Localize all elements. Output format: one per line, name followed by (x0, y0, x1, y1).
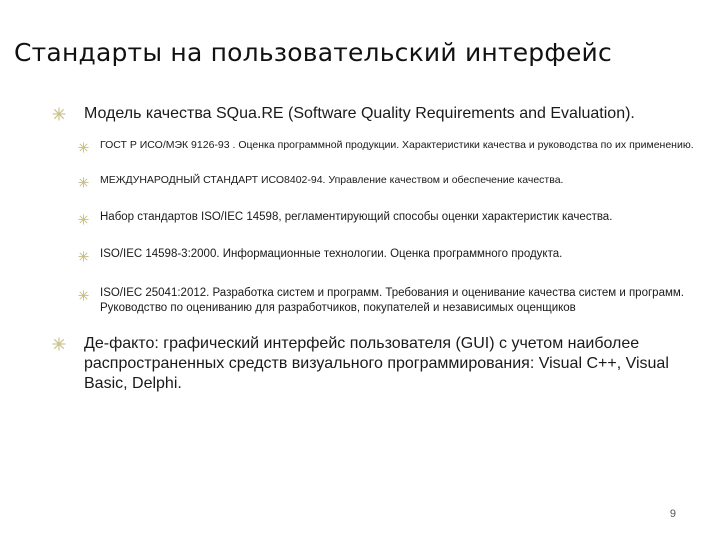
list-item (78, 173, 702, 190)
bullet-text: ISO/IEC 14598-3:2000. Информационные технологии. Оценка программного продукта. (100, 248, 563, 260)
bullet-text: Модель качества SQua.RE (Software Quality Requirements and Evaluation). (84, 105, 635, 122)
list-item (78, 138, 702, 155)
list-item (78, 247, 702, 264)
starburst-bullet-icon (78, 248, 100, 264)
bullet-list (52, 104, 702, 408)
page-number: 9 (669, 508, 676, 520)
bullet-text: Набор стандартов ISO/IEC 14598, регламентирующий способы оценки характеристик качества. (100, 211, 613, 223)
starburst-bullet-icon (78, 139, 100, 155)
starburst-bullet-icon (78, 211, 100, 227)
starburst-bullet-icon (78, 287, 100, 303)
starburst-bullet-icon (52, 104, 84, 124)
list-item (52, 104, 702, 124)
slide-title: Стандарты на пользовательский интерфейс (14, 38, 612, 67)
list-item (52, 334, 702, 394)
bullet-text: МЕЖДУНАРОДНЫЙ СТАНДАРТ ИСО8402-94. Управление качеством и обеспечение качества. (100, 174, 564, 186)
starburst-bullet-icon (78, 174, 100, 190)
starburst-bullet-icon (52, 334, 84, 354)
bullet-text: ГОСТ Р ИСО/МЭК 9126-93 . Оценка программной продукции. Характеристики качества и руководства по их применению. (100, 139, 694, 151)
list-item (78, 286, 702, 316)
list-item (78, 210, 702, 227)
bullet-text: Де-факто: графический интерфейс пользователя (GUI) с учетом наиболее распространенных средств визуального программирования: Visual C++, Visual Basic, Delphi. (84, 335, 669, 392)
bullet-text: ISO/IEC 25041:2012. Разработка систем и программ. Требования и оценивание качества систем и программ. Руководство по оцениванию для разработчиков, покупателей и независимых оценщиков (100, 287, 684, 314)
